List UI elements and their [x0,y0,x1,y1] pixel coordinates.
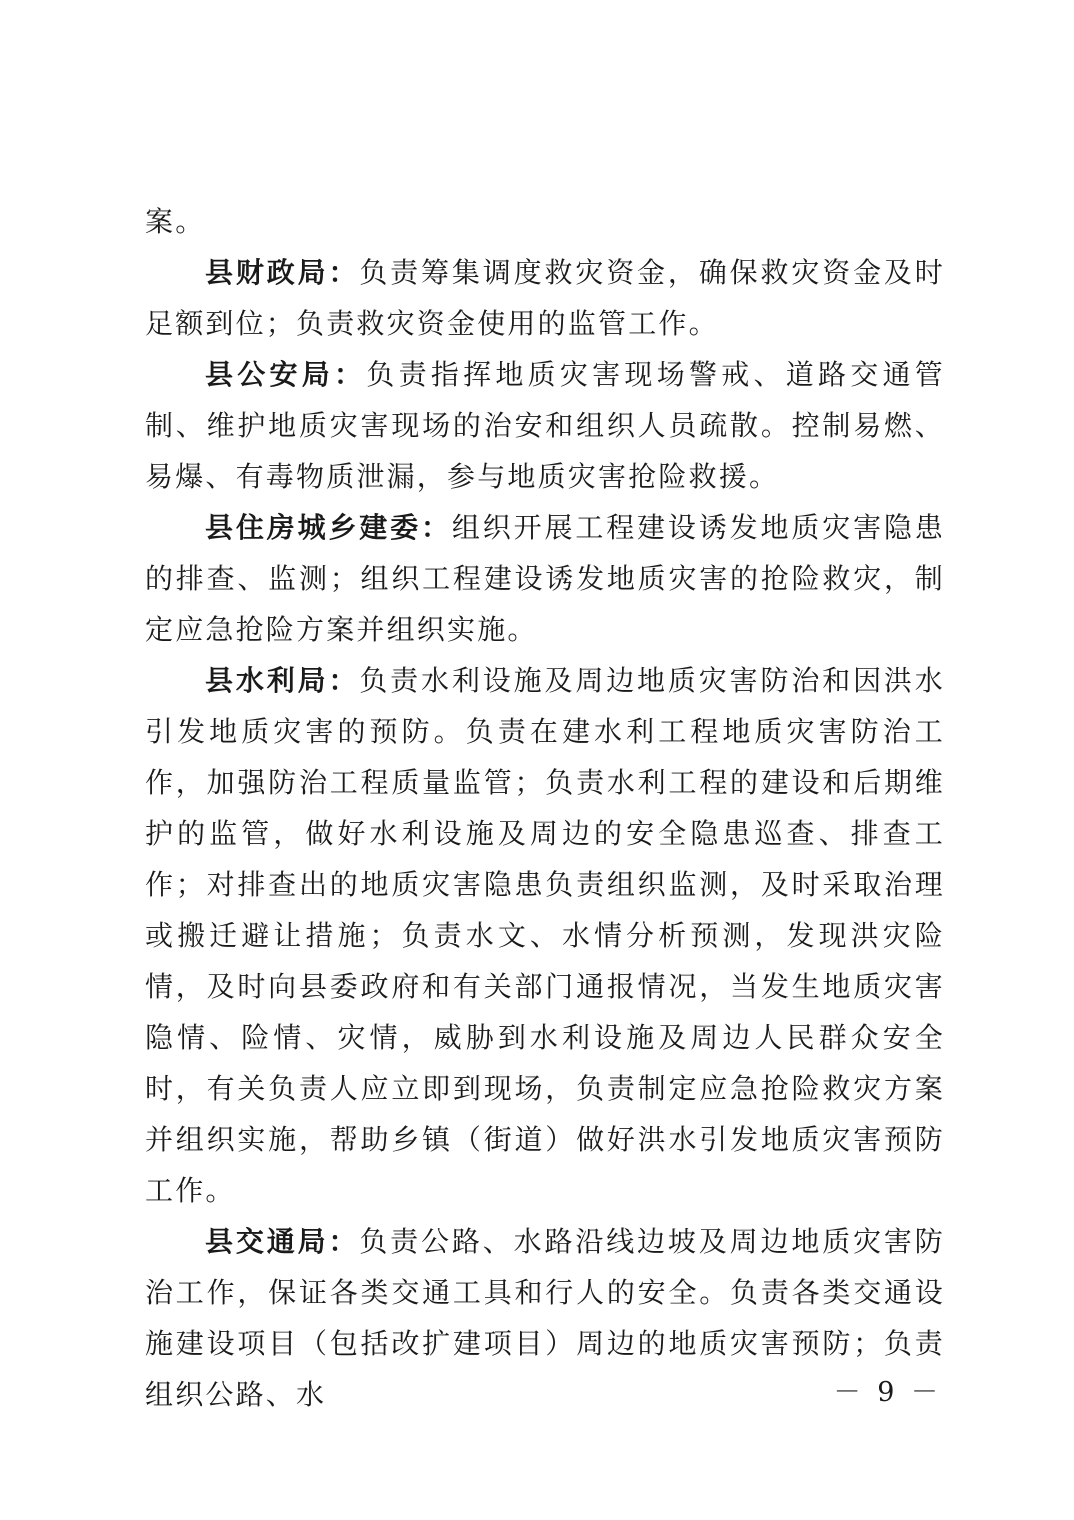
paragraph-text: 负责筹集调度救灾资金，确保救灾资金及时足额到位；负责救灾资金使用的监管工作。 [145,256,945,340]
document-body [145,196,945,1420]
dept-name: 县交通局： [205,1225,360,1258]
page-number: － 9 － [833,1377,942,1408]
paragraph-text: 负责公路、水路沿线边坡及周边地质灾害防治工作，保证各类交通工具和行人的安全。负责各类交通设施建设项目（包括改扩建项目）周边的地质灾害预防；负责组织公路、水 [145,1225,945,1411]
continuation-text: 案。 [145,205,206,238]
paragraph-text: 负责水利设施及周边地质灾害防治和因洪水引发地质灾害的预防。负责在建水利工程地质灾害防治工作，加强防治工程质量监管；负责水利工程的建设和后期维护的监管，做好水利设施及周边的安全隐患巡查、排查工作；对排查出的地质灾害隐患负责组织监测，及时采取治理或搬迁避让措施；负责水文、水情分析预测，发现洪灾险情，及时向县委政府和有关部门通报情况，当发生地质灾害隐情、险情、灾情，威胁到水利设施及周边人民群众安全时，有关负责人应立即到现场，负责制定应急抢险救灾方案并组织实施，帮助乡镇（街道）做好洪水引发地质灾害预防工作。 [145,664,945,1207]
paragraph-finance-bureau [145,247,945,349]
paragraph-text: 组织开展工程建设诱发地质灾害隐患的排查、监测；组织工程建设诱发地质灾害的抢险救灾，制定应急抢险方案并组织实施。 [145,511,945,646]
paragraph-text: 负责指挥地质灾害现场警戒、道路交通管制、维护地质灾害现场的治安和组织人员疏散。控制易燃、易爆、有毒物质泄漏，参与地质灾害抢险救援。 [145,358,945,493]
paragraph-water-resources-bureau [145,655,945,1216]
dept-name: 县住房城乡建委： [205,511,452,544]
dept-name: 县公安局： [205,358,367,391]
dept-name: 县财政局： [205,256,360,289]
paragraph-transport-bureau [145,1216,945,1420]
paragraph-public-security-bureau [145,349,945,502]
dept-name: 县水利局： [205,664,360,697]
paragraph-housing-committee [145,502,945,655]
